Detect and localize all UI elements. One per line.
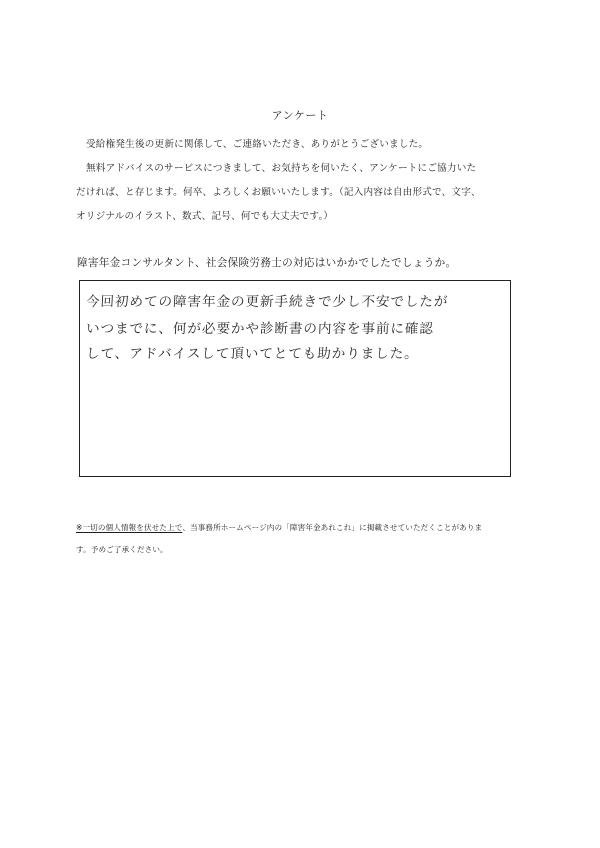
intro-line-2: 無料アドバイスのサービスにつきまして、お気持ちを伺いたく、アンケートにご協力いた xyxy=(86,163,477,174)
intro-line-4: オリジナルのイラスト、数式、記号、何でも大丈夫です。） xyxy=(76,211,334,222)
answer-line-1: 今回初めての障害年金の更新手続きで少し不安でしたが xyxy=(85,294,449,310)
answer-line-3: して、アドバイスして頂いてとても助かりました。 xyxy=(85,346,420,362)
footnote-underlined-text: ※一切の個人情報を伏せた上で xyxy=(76,523,183,532)
survey-title: アンケート xyxy=(271,109,329,122)
intro-paragraph xyxy=(76,133,531,229)
footnote-line-1-rest: 、当事務所ホームページ内の「障害年金あれこれ」に掲載させていただくことがありま xyxy=(182,523,483,532)
footnote-line-1 xyxy=(76,517,536,539)
intro-line-3: だければ、と存じます。何卒、よろしくお願いいたします。（記入内容は自由形式で、文字、 xyxy=(76,187,481,198)
answer-box xyxy=(79,280,511,477)
handwritten-answer xyxy=(86,289,506,367)
footnote-line-2: す。予めご了承ください。 xyxy=(76,545,168,554)
intro-line-1: 受給権発生後の更新に関係して、ご連絡いただき、ありがとうございました。 xyxy=(86,139,429,150)
privacy-footnote xyxy=(76,517,536,561)
answer-line-2: いつまでに、何が必要かや診断書の内容を事前に確認 xyxy=(85,321,435,337)
survey-question: 障害年金コンサルタント、社会保険労務士の対応はいかかでしたでしょうか。 xyxy=(77,257,457,269)
